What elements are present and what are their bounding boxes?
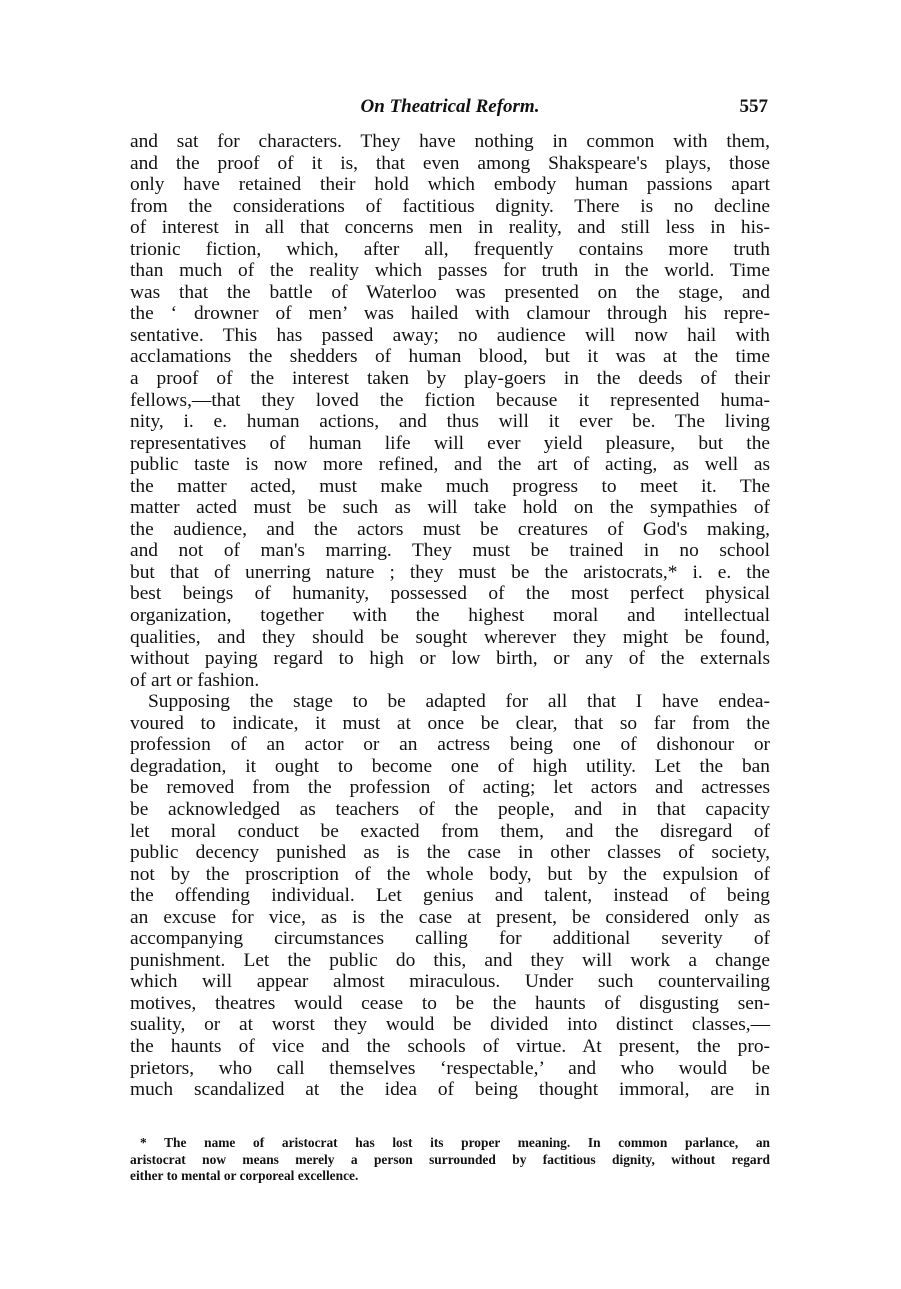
text-line: the ‘ drowner of men’ was hailed with clamour through his repre- [130,303,770,325]
body-text [130,131,770,1101]
text-line: punishment. Let the public do this, and they will work a change [130,949,770,971]
text-line: let moral conduct be exacted from them, and the disregard of [130,820,770,842]
text-line: best beings of humanity, possessed of the most perfect physical [130,583,770,605]
text-line: prietors, who call themselves ‘respectable,’ and who would be [130,1057,770,1079]
text-line: only have retained their hold which embody human passions apart [130,174,770,196]
text-line: of art or fashion. [130,669,260,691]
text-line: much scandalized at the idea of being thought immoral, are in [130,1079,770,1101]
text-line: of interest in all that concerns men in reality, and still less in his- [130,217,770,239]
footnote-line: * The name of aristocrat has lost its proper meaning. In common parlance, an [140,1135,770,1150]
text-line: voured to indicate, it must at once be clear, that so far from the [130,712,770,734]
footnote [130,1135,770,1185]
text-line: matter acted must be such as will take hold on the sympathies of [130,497,770,519]
text-line: organization, together with the highest moral and intellectual [130,605,770,627]
text-line: trionic fiction, which, after all, frequently contains more truth [130,238,770,260]
text-line: be removed from the profession of acting; let actors and actresses [130,777,770,799]
page-header [130,96,770,124]
text-line: without paying regard to high or low birth, or any of the externals [130,648,770,670]
text-line: not by the proscription of the whole body, but by the expulsion of [130,863,770,885]
text-line: profession of an actor or an actress being one of dishonour or [130,734,770,756]
text-line: and the proof of it is, that even among Shakspeare's plays, those [130,152,770,174]
text-line: but that of unerring nature ; they must be the aristocrats,* i. e. the [130,561,770,583]
text-line: an excuse for vice, as is the case at present, be considered only as [130,906,770,928]
text-line: the matter acted, must make much progress to meet it. The [130,475,770,497]
text-line: public taste is now more refined, and the art of acting, as well as [130,454,770,476]
page-number: 557 [739,96,768,117]
footnote-line: aristocrat now means merely a person surrounded by factitious dignity, without regard [130,1151,770,1167]
text-line: a proof of the interest taken by play-goers in the deeds of their [130,368,770,390]
text-line: and not of man's marring. They must be trained in no school [130,540,770,562]
text-line: nity, i. e. human actions, and thus will it ever be. The living [130,411,770,433]
text-line: than much of the reality which passes for truth in the world. Time [130,260,770,282]
text-line: fellows,—that they loved the fiction because it represented huma- [130,389,770,411]
text-line: public decency punished as is the case in other classes of society, [130,842,770,864]
text-line: was that the battle of Waterloo was presented on the stage, and [130,281,770,303]
text-line: motives, theatres would cease to be the haunts of disgusting sen- [130,992,770,1014]
text-line: be acknowledged as teachers of the people, and in that capacity [130,798,770,820]
text-line: from the considerations of factitious dignity. There is no decline [130,195,770,217]
text-line: Supposing the stage to be adapted for all that I have endea- [148,691,770,713]
text-line: and sat for characters. They have nothing in common with them, [130,131,770,152]
text-line: acclamations the shedders of human blood, but it was at the time [130,346,770,368]
text-line: which will appear almost miraculous. Under such countervailing [130,971,770,993]
text-line: the haunts of vice and the schools of virtue. At present, the pro- [130,1035,770,1057]
text-line: the offending individual. Let genius and talent, instead of being [130,885,770,907]
text-line: sentative. This has passed away; no audience will now hail with [130,324,770,346]
text-line: the audience, and the actors must be creatures of God's making, [130,518,770,540]
text-line: degradation, it ought to become one of high utility. Let the ban [130,755,770,777]
text-line: representatives of human life will ever yield pleasure, but the [130,432,770,454]
footnote-line: either to mental or corporeal excellence. [130,1168,359,1183]
text-line: accompanying circumstances calling for additional severity of [130,928,770,950]
text-line: qualities, and they should be sought wherever they might be found, [130,626,770,648]
text-line: suality, or at worst they would be divided into distinct classes,— [130,1014,770,1036]
running-title: On Theatrical Reform. [360,96,540,117]
